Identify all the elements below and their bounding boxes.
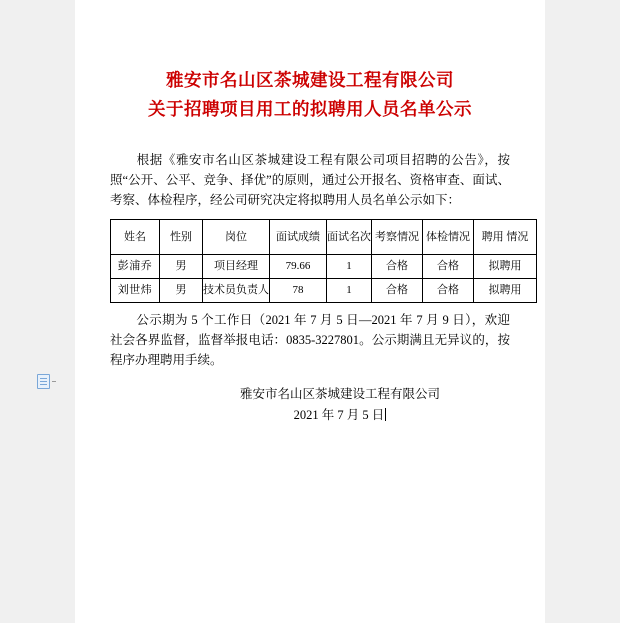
cell-interview-rank: 1 [327,255,372,279]
header-hire-status: 聘用 情况 [474,220,537,255]
cell-inspection: 合格 [372,279,423,303]
document-page [75,0,545,623]
document-title [75,66,545,124]
title-line-1: 雅安市名山区茶城建设工程有限公司 [166,70,454,90]
signature-date-line [135,405,545,426]
signature-company: 雅安市名山区茶城建设工程有限公司 [239,387,440,401]
cell-interview-score: 79.66 [270,255,327,279]
header-name: 姓名 [111,220,160,255]
paragraph-notice-text: 公示期为 5 个工作日（2021 年 7 月 5 日—2021 年 7 月 9 日），欢迎社会各界监督，监督举报电话：0835-3227801。公示期满且无异议的，按程序办理聘用手续。 [110,313,510,367]
header-interview-rank: 面试名次 [327,220,372,255]
text-cursor [385,408,386,421]
table-row [111,255,537,279]
cell-hire-status: 拟聘用 [474,279,537,303]
table-body [111,255,537,303]
header-position: 岗位 [203,220,270,255]
signature-block [75,384,545,426]
page-mark-tail [52,381,56,382]
cell-physical-exam: 合格 [423,255,474,279]
cell-hire-status: 拟聘用 [474,255,537,279]
page-mark-glyph [37,374,50,389]
cell-interview-rank: 1 [327,279,372,303]
cell-inspection: 合格 [372,255,423,279]
cell-interview-score: 78 [270,279,327,303]
cell-name: 刘世炜 [111,279,160,303]
cell-position: 项目经理 [203,255,270,279]
signature-date: 2021 年 7 月 5 日 [293,408,385,422]
header-gender: 性别 [160,220,203,255]
document-mark-icon[interactable] [37,374,59,388]
cell-position: 技术员负责人 [203,279,270,303]
header-physical-exam: 体检情况 [423,220,474,255]
cell-gender: 男 [160,279,203,303]
paragraph-intro-text: 根据《雅安市名山区茶城建设工程有限公司项目招聘的公告》，按照“公开、公平、竞争、择优”的原则，通过公开报名、资格审查、面试、考察、体检程序，经公司研究决定将拟聘用人员名单公示如下： [110,153,510,207]
document-body [75,0,545,426]
cell-name: 彭浦乔 [111,255,160,279]
header-interview-score: 面试成绩 [270,220,327,255]
table-row [111,279,537,303]
cell-gender: 男 [160,255,203,279]
table-header-row [111,220,537,255]
candidates-table [110,219,537,303]
title-line-2: 关于招聘项目用工的拟聘用人员名单公示 [148,99,472,119]
header-inspection: 考察情况 [372,220,423,255]
paragraph-intro [110,150,510,210]
cell-physical-exam: 合格 [423,279,474,303]
table-head [111,220,537,255]
paragraph-notice [110,310,510,370]
